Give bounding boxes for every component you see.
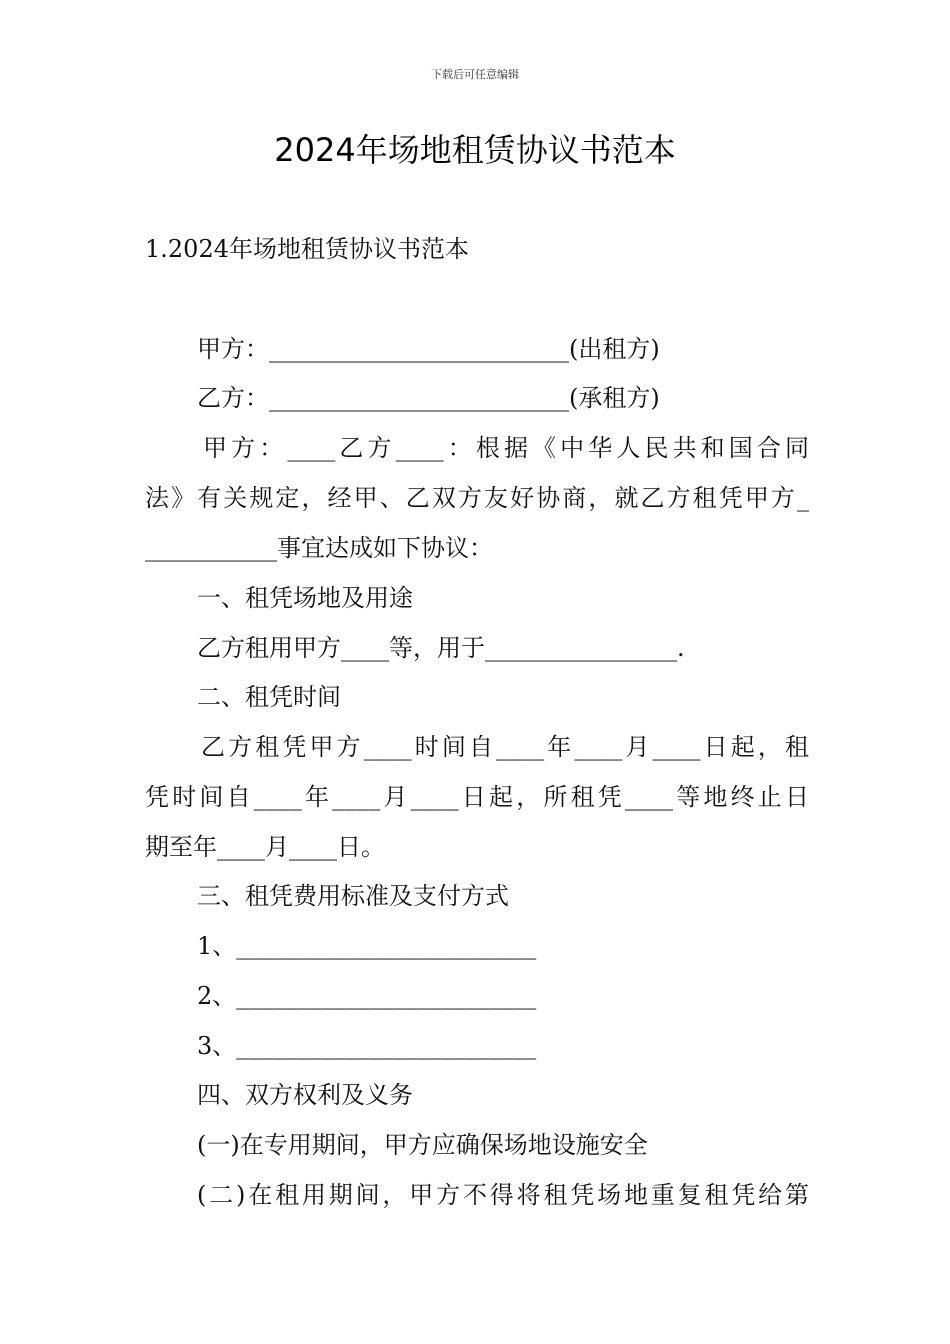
section4-heading: 四、双方权利及义务: [197, 1081, 413, 1109]
section3-heading: 三、租凭费用标准及支付方式: [197, 882, 509, 910]
intro-line-2: 法》有关规定，经甲、乙双方友好协商，就乙方租凭甲方_: [145, 484, 809, 512]
section2-line-2: 凭时间自____年____月____日起，所租凭____等地终止日: [145, 783, 809, 811]
section2-line-1: 乙方租凭甲方____时间自____年____月____日起，租: [201, 733, 809, 761]
header-note: 下载后可任意编辑: [431, 68, 519, 81]
party-a-line: 甲方：_________________________(出租方): [197, 335, 660, 363]
section1-text: 乙方租用甲方____等，用于________________.: [197, 634, 685, 662]
fee-item-2: 2、_________________________: [197, 982, 537, 1010]
section2-heading: 二、租凭时间: [197, 683, 341, 711]
intro-line-1: 甲方：____乙方____：根据《中华人民共和国合同: [203, 434, 809, 462]
section4-item-2: (二)在租用期间，甲方不得将租凭场地重复租凭给第: [197, 1181, 809, 1209]
intro-line-3: ___________事宜达成如下协议：: [145, 534, 493, 562]
section4-item-1: (一)在专用期间，甲方应确保场地设施安全: [197, 1131, 648, 1159]
party-b-line: 乙方：_________________________(承租方): [197, 384, 660, 412]
section-subtitle: 1.2024年场地租赁协议书范本: [145, 235, 469, 263]
document-title: 2024年场地租赁协议书范本: [274, 131, 676, 169]
fee-item-3: 3、_________________________: [197, 1032, 537, 1060]
section1-heading: 一、租凭场地及用途: [197, 584, 413, 612]
fee-item-1: 1、_________________________: [197, 932, 537, 960]
section2-line-3: 期至年____月____日。: [145, 833, 385, 861]
